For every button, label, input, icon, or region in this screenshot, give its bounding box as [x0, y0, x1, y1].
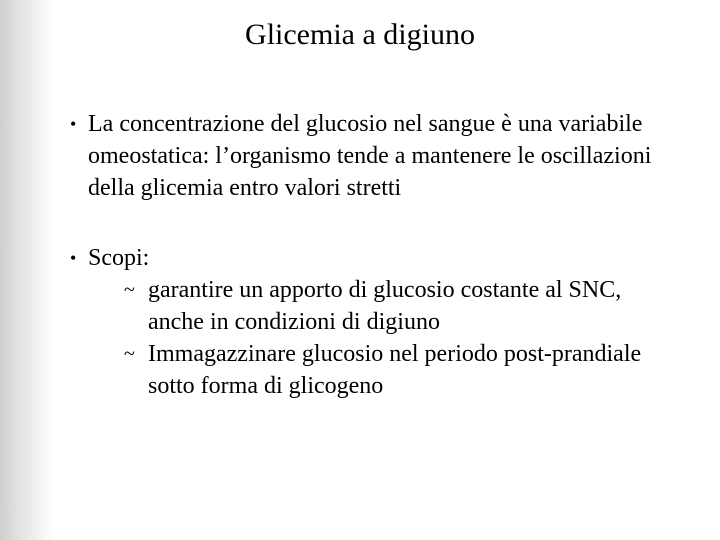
subitem-text: garantire un apporto di glucosio costante al SNC, anche in condizioni di digiuno: [148, 277, 622, 335]
bullet-item-glucose-homeostasis: [70, 108, 680, 204]
tilde-marker: ~: [124, 279, 135, 301]
bullet-marker: •: [70, 114, 77, 134]
subitem-glycogen-storage: [124, 338, 680, 402]
bullet-item-purposes: [70, 242, 680, 402]
purposes-sublist: [124, 274, 680, 402]
bullet-list: [70, 108, 680, 402]
slide-title-text: Glicemia a digiuno: [245, 18, 475, 51]
bullet-text: Scopi:: [88, 245, 150, 271]
subitem-glucose-supply: [124, 274, 680, 338]
subitem-text: Immagazzinare glucosio nel periodo post-prandiale sotto forma di glicogeno: [148, 341, 642, 399]
left-decorative-bar: [0, 0, 54, 540]
slide-title: [0, 15, 720, 55]
tilde-marker: ~: [124, 343, 135, 365]
bullet-marker: •: [70, 248, 77, 268]
bullet-text: La concentrazione del glucosio nel sangue è una variabile omeostatica: l’organismo tende a mantenere le oscillazioni della glicemia entro valori stretti: [88, 111, 652, 201]
